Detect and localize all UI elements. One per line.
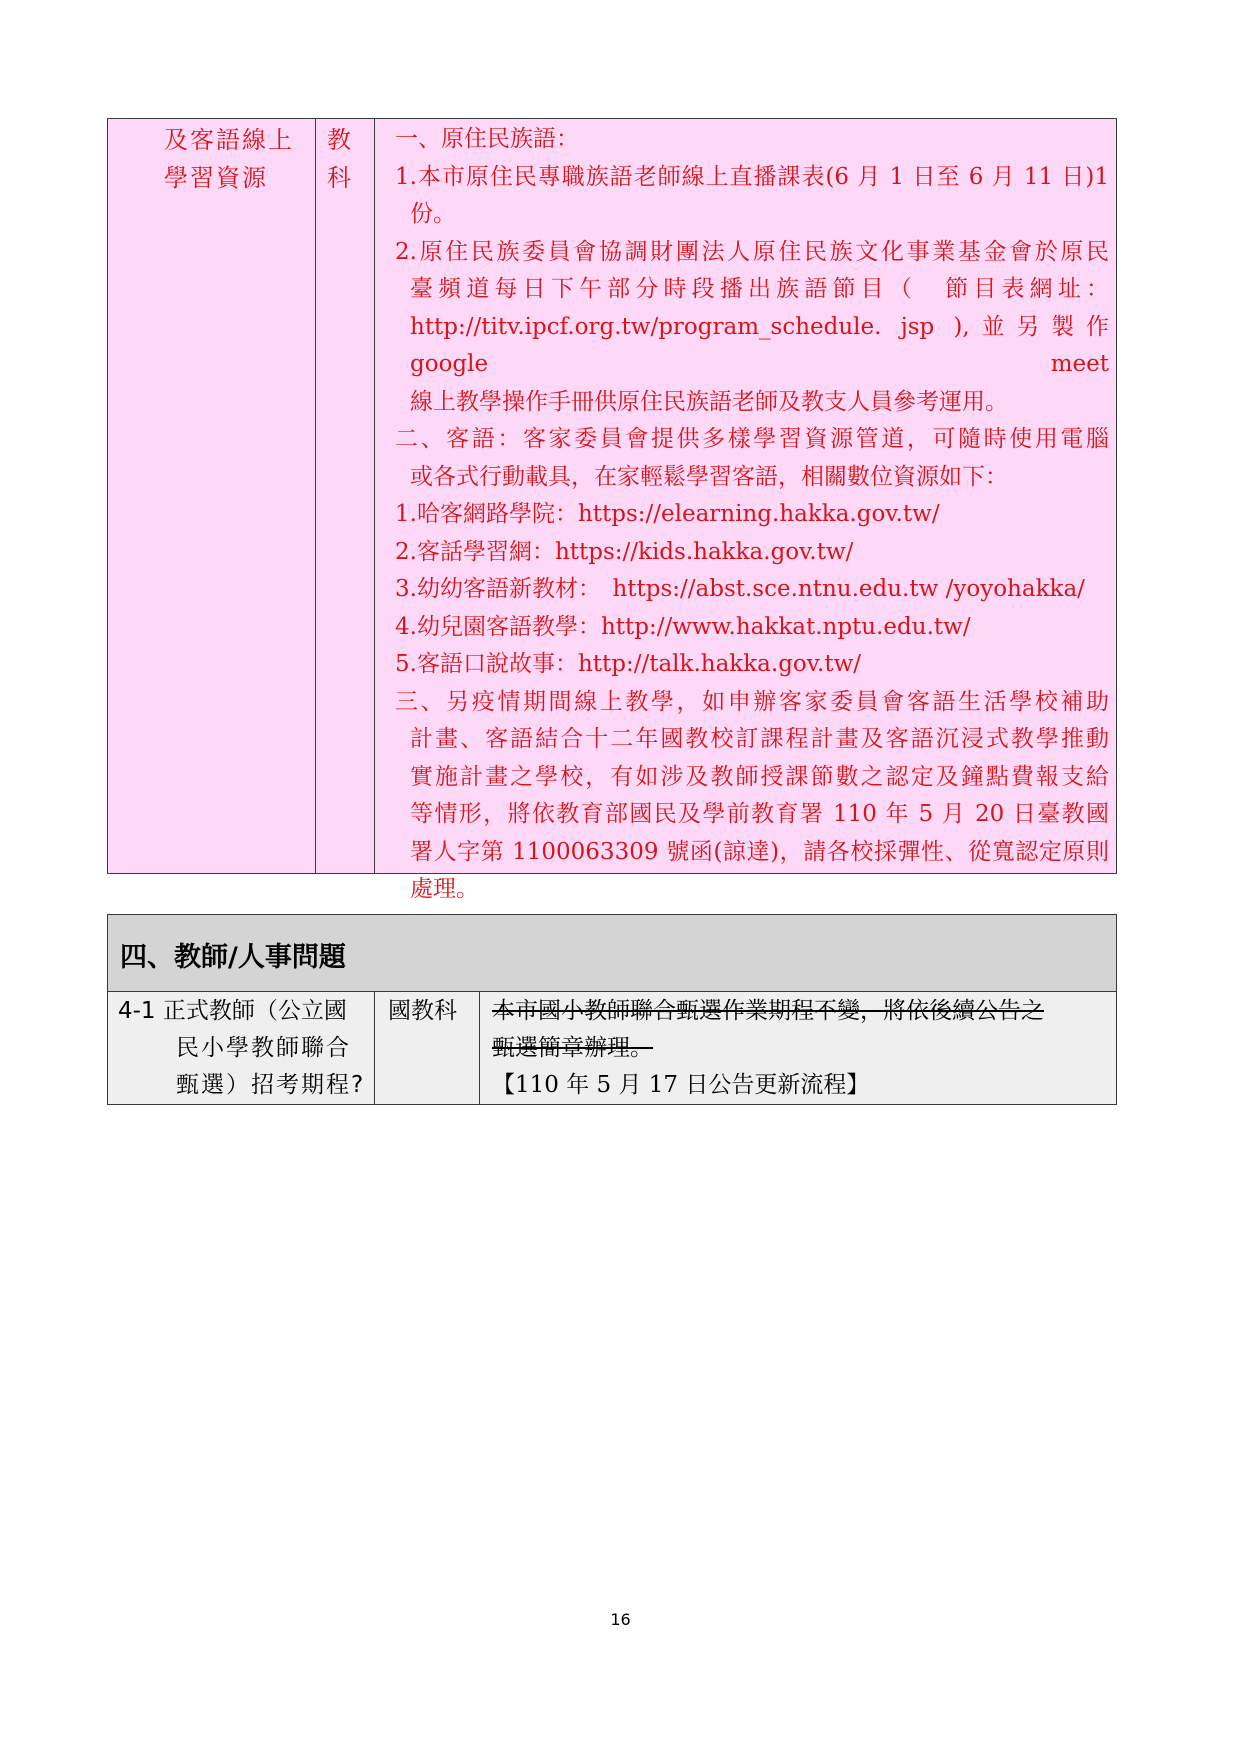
- content-line: 三、另疫情期間線上教學，如申辦客家委員會客語生活學校補助: [395, 688, 1109, 715]
- section-title: 四、教師/人事問題: [120, 942, 346, 973]
- content-line: http://titv.ipcf.org.tw/program_schedule. jsp ),並另製作 google meet: [410, 313, 1109, 377]
- question-line: 甄選）招考期程?: [176, 1072, 366, 1098]
- question-cell: [118, 993, 368, 1104]
- item-label-line: 及客語線上: [164, 126, 294, 154]
- department-line: 科: [327, 164, 351, 192]
- link-line: 5.客語口說故事：http://talk.hakka.gov.tw/: [395, 651, 862, 677]
- content-line: 或各式行動載具，在家輕鬆學習客語，相關數位資源如下：: [410, 463, 1008, 490]
- column-divider: [315, 119, 316, 873]
- personnel-table: [107, 914, 1117, 1105]
- struck-text-line: 本市國小教師聯合甄選作業期程不變，將依後續公告之: [492, 998, 1044, 1024]
- content-line: 2.原住民族委員會協調財團法人原住民族文化事業基金會於原民: [395, 238, 1109, 265]
- content-line: 等情形，將依教育部國民及學前教育署 110 年 5 月 20 日臺教國: [410, 801, 1109, 827]
- column-divider: [374, 991, 375, 1104]
- question-line: 4-1 正式教師（公立國: [118, 998, 347, 1024]
- struck-text-line: 甄選簡章辦理。: [492, 1035, 653, 1061]
- content-line: 計畫、客語結合十二年國教校訂課程計畫及客語沉浸式教學推動: [410, 726, 1109, 752]
- column-divider: [374, 119, 375, 873]
- item-label-line: 學習資源: [164, 164, 268, 192]
- resources-table: [107, 118, 1117, 902]
- content-line: 線上教學操作手冊供原住民族語老師及教支人員參考運用。: [410, 388, 1008, 415]
- content-line: 實施計畫之學校，有如涉及教師授課節數之認定及鐘點費報支給: [410, 763, 1109, 790]
- page-number: 16: [610, 1610, 631, 1629]
- answer-cell: [492, 993, 1112, 1104]
- content-line: 臺頻道每日下午部分時段播出族語節目（ 節目表網址：: [410, 276, 1109, 302]
- link-line: 3.幼幼客語新教材： https://abst.sce.ntnu.edu.tw /yoyohakka/: [395, 576, 1085, 602]
- department-line: 教: [327, 126, 351, 154]
- department-cell: [388, 993, 478, 1030]
- content-line: 署人字第 1100063309 號函(諒達)，請各校採彈性、從寬認定原則: [410, 838, 1109, 865]
- question-line: 民小學教師聯合: [176, 1035, 351, 1061]
- content-line: 1.本市原住民專職族語老師線上直播課表(6 月 1 日至 6 月 11 日)1: [395, 163, 1109, 190]
- content-line: 一、原住民族語：: [395, 126, 579, 152]
- department-label: 國教科: [388, 998, 457, 1024]
- department-cell: [327, 121, 367, 197]
- update-note: 【110 年 5 月 17 日公告更新流程】: [492, 1072, 870, 1098]
- item-label-cell: [164, 121, 314, 197]
- content-line: 處理。: [410, 876, 479, 902]
- link-line: 4.幼兒園客語教學：http://www.hakkat.nptu.edu.tw/: [395, 613, 971, 640]
- content-cell: [395, 121, 1109, 909]
- content-line: 二、客語：客家委員會提供多樣學習資源管道，可隨時使用電腦: [395, 426, 1109, 452]
- section-header: [108, 915, 1116, 992]
- link-line: 2.客話學習網：https://kids.hakka.gov.tw/: [395, 538, 854, 565]
- link-line: 1.哈客網路學院：https://elearning.hakka.gov.tw/: [395, 501, 940, 527]
- column-divider: [479, 991, 480, 1104]
- content-line: 份。: [410, 201, 456, 227]
